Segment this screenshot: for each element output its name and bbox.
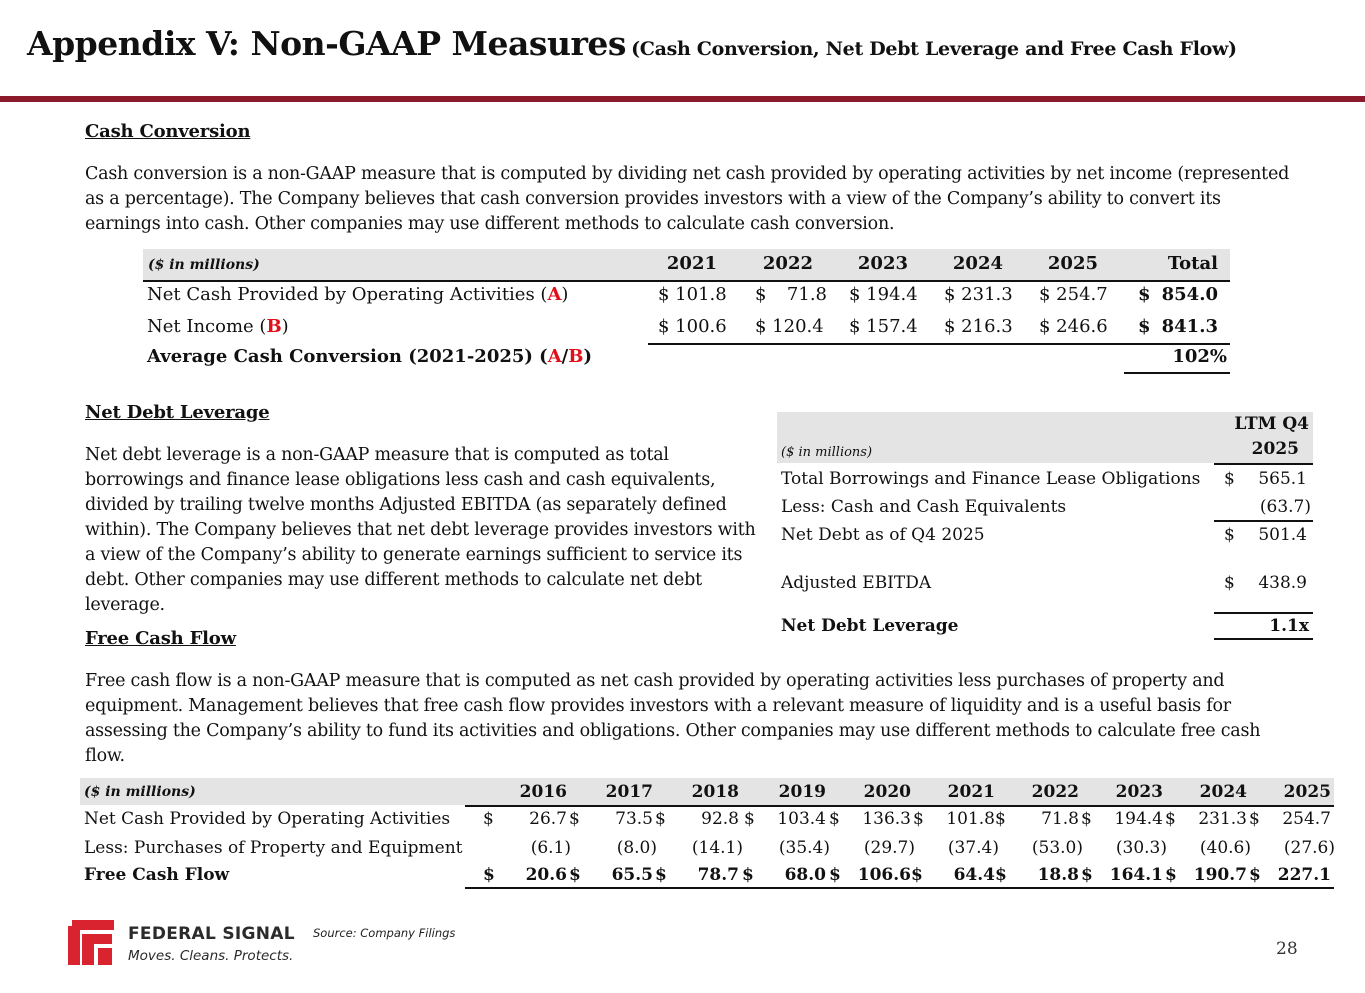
currency-symbol: $ bbox=[911, 865, 923, 885]
table-row-label: Adjusted EBITDA bbox=[781, 573, 932, 593]
table-cell: 438.9 bbox=[1258, 573, 1307, 593]
currency-symbol: $ bbox=[655, 809, 666, 829]
free-cash-flow-paragraph: Free cash flow is a non-GAAP measure that is computed as net cash provided by operating activities less purchases of property and equipment. Management believes that free cash flow provides investors with a relevant measure of liquidity and is a useful basis for assessing the Company’s ability to fund its activities and obligations. Other companies may use different methods to calculate free cash flow. bbox=[85, 671, 1261, 766]
table-row-label: Net Debt Leverage bbox=[781, 616, 959, 636]
title-divider bbox=[0, 96, 1365, 102]
page-number: 28 bbox=[1276, 939, 1298, 959]
col-header: 2022 bbox=[1031, 782, 1079, 802]
cash-conversion-table bbox=[143, 249, 1233, 379]
source-note: Source: Company Filings bbox=[313, 926, 456, 940]
table-cell: $ 100.6 bbox=[658, 316, 727, 337]
col-header: 2021 bbox=[666, 253, 717, 274]
col-header: 2022 bbox=[762, 253, 813, 274]
currency-symbol: $ bbox=[569, 809, 580, 829]
table-cell: 92.8 bbox=[701, 809, 739, 829]
average-value: 102% bbox=[1172, 346, 1227, 367]
cash-conversion-heading: Cash Conversion bbox=[85, 121, 251, 142]
currency-symbol: $ bbox=[995, 809, 1006, 829]
table-cell: (63.7) bbox=[1259, 497, 1311, 517]
brand-name: FEDERAL SIGNAL bbox=[128, 924, 295, 944]
currency-symbol: $ bbox=[1081, 865, 1093, 885]
table-row-label: Net Debt as of Q4 2025 bbox=[781, 525, 985, 545]
table-cell: 101.8 bbox=[946, 809, 995, 829]
table-cell: $ bbox=[1138, 284, 1151, 305]
table-cell: $ 194.4 bbox=[849, 284, 918, 305]
currency-symbol: $ bbox=[1081, 809, 1092, 829]
table-cell: $ 231.3 bbox=[944, 284, 1013, 305]
currency-symbol: $ bbox=[1249, 865, 1261, 885]
table-cell: 1.1x bbox=[1269, 616, 1309, 636]
table-cell: 501.4 bbox=[1258, 525, 1307, 545]
table-cell: (40.6) bbox=[1199, 838, 1251, 858]
col-header: LTM Q4 bbox=[1234, 414, 1309, 434]
unit-label: ($ in millions) bbox=[781, 445, 873, 460]
col-header: 2023 bbox=[1115, 782, 1163, 802]
table-cell: 64.4 bbox=[953, 865, 995, 885]
table-cell: $ 101.8 bbox=[658, 284, 727, 305]
subtotal-rule bbox=[1214, 520, 1313, 522]
table-cell: 106.6 bbox=[857, 865, 911, 885]
table-cell: 73.5 bbox=[615, 809, 653, 829]
table-cell: $ 216.3 bbox=[944, 316, 1013, 337]
col-header: Total bbox=[1167, 253, 1218, 274]
table-cell: 254.7 bbox=[1282, 809, 1331, 829]
unit-label: ($ in millions) bbox=[84, 784, 196, 800]
free-cash-flow-table bbox=[80, 778, 1340, 893]
table-cell: 136.3 bbox=[862, 809, 911, 829]
table-cell: (6.1) bbox=[530, 838, 571, 858]
brand-tagline: Moves. Cleans. Protects. bbox=[128, 948, 294, 964]
col-header: 2024 bbox=[952, 253, 1003, 274]
table-cell: $ bbox=[1138, 316, 1151, 337]
currency-symbol: $ bbox=[655, 865, 667, 885]
table-cell: (37.4) bbox=[947, 838, 999, 858]
table-cell: $ 246.6 bbox=[1039, 316, 1108, 337]
currency-symbol: $ bbox=[742, 865, 754, 885]
currency-symbol: $ bbox=[744, 809, 755, 829]
total-rule bbox=[1124, 372, 1230, 374]
total-rule bbox=[465, 887, 1334, 889]
currency-symbol: $ bbox=[913, 809, 924, 829]
federal-signal-logo-icon bbox=[68, 920, 118, 965]
free-cash-flow-heading: Free Cash Flow bbox=[85, 628, 236, 649]
currency-symbol: $ bbox=[1249, 809, 1260, 829]
table-cell: $ 120.4 bbox=[755, 316, 824, 337]
table-row-label: Total Borrowings and Finance Lease Obligations bbox=[781, 469, 1201, 489]
header-rule bbox=[1214, 463, 1313, 465]
table-row-label: Net Income (B) bbox=[147, 316, 289, 337]
table-cell: (53.0) bbox=[1031, 838, 1083, 858]
table-cell: 26.7 bbox=[529, 809, 567, 829]
currency-symbol: $ bbox=[483, 809, 494, 829]
table-cell: 164.1 bbox=[1109, 865, 1163, 885]
table-row-label: Less: Cash and Cash Equivalents bbox=[781, 497, 1067, 517]
currency-symbol: $ bbox=[829, 809, 840, 829]
page-title-main: Appendix V: Non-GAAP Measures bbox=[27, 24, 626, 63]
net-debt-paragraph: Net debt leverage is a non-GAAP measure that is computed as total borrowings and finance lease obligations less cash and cash equivalents, divided by trailing twelve months Adjusted EBITDA (as separately defined within). The Company believes that net debt leverage provides investors with a view of the Company’s ability to generate earnings sufficient to service its debt. Other companies may use different methods to calculate net debt leverage. bbox=[85, 445, 756, 615]
table-cell: 841.3 bbox=[1161, 316, 1218, 337]
subtotal-rule bbox=[1214, 612, 1313, 614]
table-row-label: Less: Purchases of Property and Equipment bbox=[84, 838, 463, 858]
currency-symbol: $ bbox=[483, 865, 495, 885]
cash-conversion-paragraph: Cash conversion is a non-GAAP measure that is computed by dividing net cash provided by operating activities by net income (represented as a percentage). The Company believes that cash conversion provides investors with a view of the Company’s ability to convert its earnings into cash. Other companies may use different methods to calculate cash conversion. bbox=[85, 164, 1290, 234]
net-debt-table bbox=[777, 412, 1317, 642]
currency-symbol: $ bbox=[995, 865, 1007, 885]
table-cell: 68.0 bbox=[784, 865, 826, 885]
col-header: 2024 bbox=[1199, 782, 1247, 802]
table-cell: 227.1 bbox=[1277, 865, 1331, 885]
unit-label: ($ in millions) bbox=[148, 257, 260, 273]
table-cell: (29.7) bbox=[863, 838, 915, 858]
col-header: 2021 bbox=[947, 782, 995, 802]
col-header: 2016 bbox=[519, 782, 567, 802]
table-cell: 71.8 bbox=[1041, 809, 1079, 829]
table-cell: 231.3 bbox=[1198, 809, 1247, 829]
average-label: Average Cash Conversion (2021-2025) (A/B) bbox=[147, 346, 592, 367]
currency-symbol: $ bbox=[1165, 865, 1177, 885]
col-header: 2020 bbox=[863, 782, 911, 802]
currency-symbol: $ bbox=[1165, 809, 1176, 829]
header-rule bbox=[143, 280, 1230, 282]
net-debt-heading: Net Debt Leverage bbox=[85, 402, 270, 423]
table-cell: $ 254.7 bbox=[1039, 284, 1108, 305]
table-cell: $ bbox=[1224, 573, 1235, 593]
table-row-label: Net Cash Provided by Operating Activities bbox=[84, 809, 451, 829]
col-header: 2025 bbox=[1251, 439, 1299, 459]
table-cell: (35.4) bbox=[778, 838, 830, 858]
col-header: 2018 bbox=[691, 782, 739, 802]
col-header: 2025 bbox=[1283, 782, 1331, 802]
page-title bbox=[27, 24, 1237, 63]
table-row-label: Net Cash Provided by Operating Activities (A) bbox=[147, 284, 569, 305]
col-header: 2017 bbox=[605, 782, 653, 802]
subtotal-rule bbox=[648, 343, 1230, 345]
col-header: 2025 bbox=[1047, 253, 1098, 274]
table-cell: $ bbox=[1224, 469, 1235, 489]
table-cell: 78.7 bbox=[697, 865, 739, 885]
header-rule bbox=[465, 805, 1334, 807]
table-cell: $ bbox=[1224, 525, 1235, 545]
table-cell: 190.7 bbox=[1193, 865, 1247, 885]
table-cell: 854.0 bbox=[1161, 284, 1218, 305]
table-cell: (27.6) bbox=[1283, 838, 1335, 858]
table-cell: (30.3) bbox=[1115, 838, 1167, 858]
page-title-sub: (Cash Conversion, Net Debt Leverage and Free Cash Flow) bbox=[631, 38, 1237, 60]
currency-symbol: $ bbox=[829, 865, 841, 885]
table-cell: 20.6 bbox=[525, 865, 567, 885]
table-cell: 565.1 bbox=[1258, 469, 1307, 489]
table-cell: 103.4 bbox=[777, 809, 826, 829]
table-cell: 65.5 bbox=[611, 865, 653, 885]
table-row-label: Free Cash Flow bbox=[84, 865, 230, 885]
table-cell: 18.8 bbox=[1037, 865, 1079, 885]
table-cell: $ bbox=[755, 284, 767, 305]
table-cell: $ 157.4 bbox=[849, 316, 918, 337]
col-header: 2019 bbox=[778, 782, 826, 802]
col-header: 2023 bbox=[857, 253, 908, 274]
currency-symbol: $ bbox=[569, 865, 581, 885]
table-cell: 71.8 bbox=[786, 284, 827, 305]
table-cell: (14.1) bbox=[691, 838, 743, 858]
table-cell: (8.0) bbox=[616, 838, 657, 858]
table-cell: 194.4 bbox=[1114, 809, 1163, 829]
total-rule bbox=[1214, 638, 1313, 640]
